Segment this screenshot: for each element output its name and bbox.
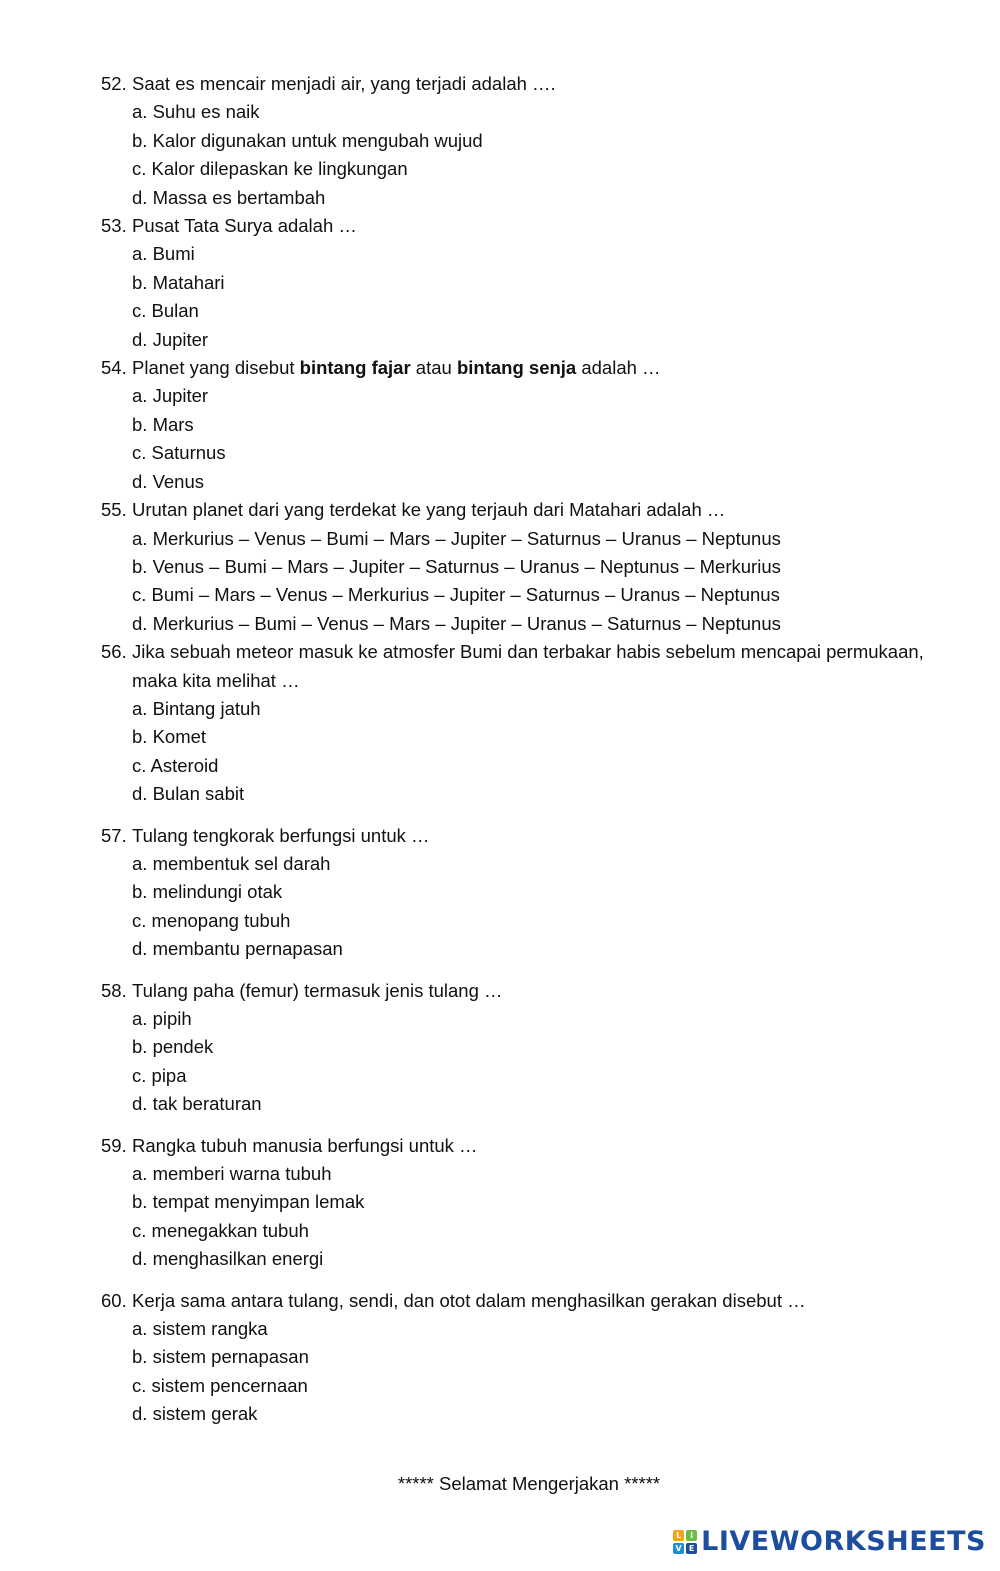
answer-option-c[interactable]: c. Kalor dilepaskan ke lingkungan (132, 158, 408, 180)
answer-option-d[interactable]: d. Massa es bertambah (132, 186, 326, 208)
answer-option-d[interactable]: d. Bulan sabit (132, 783, 245, 805)
answer-option-a[interactable]: a. Bintang jatuh (132, 697, 261, 719)
answer-option-d[interactable]: d. menghasilkan energi (132, 1248, 324, 1270)
question-55 (101, 496, 941, 638)
question-54 (101, 354, 941, 496)
bold-term: bintang fajar (299, 357, 411, 379)
liveworksheets-logo-icon (673, 1530, 697, 1554)
answer-option-a[interactable]: a. Suhu es naik (132, 101, 260, 123)
answer-options (101, 1160, 941, 1274)
logo-tile: E (686, 1543, 697, 1554)
answer-option-c[interactable]: c. Bumi – Mars – Venus – Merkurius – Jupiter – Saturnus – Uranus – Neptunus (132, 584, 780, 606)
answer-option-b[interactable]: b. Kalor digunakan untuk mengubah wujud (132, 129, 483, 151)
question-52 (101, 70, 941, 212)
answer-option-c[interactable]: c. sistem pencernaan (132, 1374, 308, 1396)
answer-option-a[interactable]: a. memberi warna tubuh (132, 1163, 332, 1185)
answer-options (101, 1315, 941, 1429)
question-text: 52. Saat es mencair menjadi air, yang terjadi adalah …. (101, 70, 941, 98)
question-number: 60. (101, 1289, 127, 1311)
answer-option-b[interactable]: b. melindungi otak (132, 881, 283, 903)
answer-option-d[interactable]: d. Jupiter (132, 328, 209, 350)
question-text: 60. Kerja sama antara tulang, sendi, dan otot dalam menghasilkan gerakan disebut … (101, 1287, 941, 1315)
answer-options (101, 382, 941, 496)
answer-option-a[interactable]: a. pipih (132, 1008, 192, 1029)
logo-tile: V (673, 1543, 684, 1554)
answer-option-c[interactable]: c. pipa (132, 1064, 187, 1086)
question-text: 55. Urutan planet dari yang terdekat ke yang terjauh dari Matahari adalah … (101, 496, 941, 524)
question-list (101, 70, 941, 1429)
answer-option-c[interactable]: c. menopang tubuh (132, 909, 291, 931)
answer-option-c[interactable]: c. Asteroid (132, 754, 219, 776)
question-text: 58. Tulang paha (femur) termasuk jenis tulang … (101, 977, 941, 1005)
answer-option-c[interactable]: c. Saturnus (132, 442, 226, 464)
question-number: 58. (101, 979, 127, 1001)
answer-option-d[interactable]: d. Venus (132, 470, 205, 492)
answer-options (101, 98, 941, 212)
question-59 (101, 1132, 941, 1274)
answer-options (101, 695, 941, 809)
question-56 (101, 638, 941, 808)
brand-name: LIVEWORKSHEETS (701, 1526, 986, 1557)
question-text: 59. Rangka tubuh manusia berfungsi untuk … (101, 1132, 941, 1160)
question-53 (101, 212, 941, 354)
answer-option-d[interactable]: d. membantu pernapasan (132, 938, 343, 960)
answer-option-d[interactable]: d. sistem gerak (132, 1403, 258, 1425)
answer-options (101, 850, 941, 964)
answer-option-d[interactable]: d. tak beraturan (132, 1093, 262, 1115)
question-number: 55. (101, 499, 127, 521)
question-number: 59. (101, 1134, 127, 1156)
answer-option-a[interactable]: a. Jupiter (132, 385, 209, 407)
question-text: 53. Pusat Tata Surya adalah … (101, 212, 941, 240)
liveworksheets-brand[interactable] (673, 1526, 986, 1558)
question-text: 57. Tulang tengkorak berfungsi untuk … (101, 822, 941, 850)
question-57 (101, 822, 941, 964)
answer-option-c[interactable]: c. menegakkan tubuh (132, 1219, 309, 1241)
question-text-continuation: maka kita melihat … (132, 669, 300, 691)
answer-option-b[interactable]: b. Mars (132, 413, 194, 435)
answer-option-b[interactable]: b. Komet (132, 726, 207, 748)
answer-option-b[interactable]: b. tempat menyimpan lemak (132, 1191, 365, 1213)
answer-option-a[interactable]: a. sistem rangka (132, 1318, 268, 1340)
answer-options (101, 525, 941, 639)
answer-options (101, 240, 941, 354)
question-60 (101, 1287, 941, 1429)
question-number: 54. (101, 357, 127, 379)
answer-option-a[interactable]: a. membentuk sel darah (132, 852, 331, 874)
question-number: 56. (101, 641, 127, 663)
question-text: 56. Jika sebuah meteor masuk ke atmosfer Bumi dan terbakar habis sebelum mencapai permukaan, maka kita melihat … (101, 638, 941, 695)
logo-tile: L (673, 1530, 684, 1541)
answer-option-b[interactable]: b. sistem pernapasan (132, 1346, 309, 1368)
question-number: 52. (101, 73, 127, 94)
answer-options (101, 1005, 941, 1119)
answer-option-a[interactable]: a. Bumi (132, 243, 195, 265)
question-58 (101, 977, 941, 1119)
question-text: 54. Planet yang disebut bintang fajar atau bintang senja adalah … (101, 354, 941, 382)
logo-tile: I (686, 1530, 697, 1541)
answer-option-b[interactable]: b. Venus – Bumi – Mars – Jupiter – Saturnus – Uranus – Neptunus – Merkurius (132, 555, 781, 577)
closing-message: ***** Selamat Mengerjakan ***** (397, 1473, 661, 1494)
answer-option-d[interactable]: d. Merkurius – Bumi – Venus – Mars – Jupiter – Uranus – Saturnus – Neptunus (132, 612, 781, 634)
answer-option-a[interactable]: a. Merkurius – Venus – Bumi – Mars – Jupiter – Saturnus – Uranus – Neptunus (132, 527, 781, 549)
question-number: 57. (101, 824, 127, 846)
answer-option-c[interactable]: c. Bulan (132, 300, 199, 322)
answer-option-b[interactable]: b. pendek (132, 1036, 214, 1058)
question-number: 53. (101, 215, 127, 237)
answer-option-b[interactable]: b. Matahari (132, 271, 225, 293)
bold-term: bintang senja (456, 357, 577, 379)
